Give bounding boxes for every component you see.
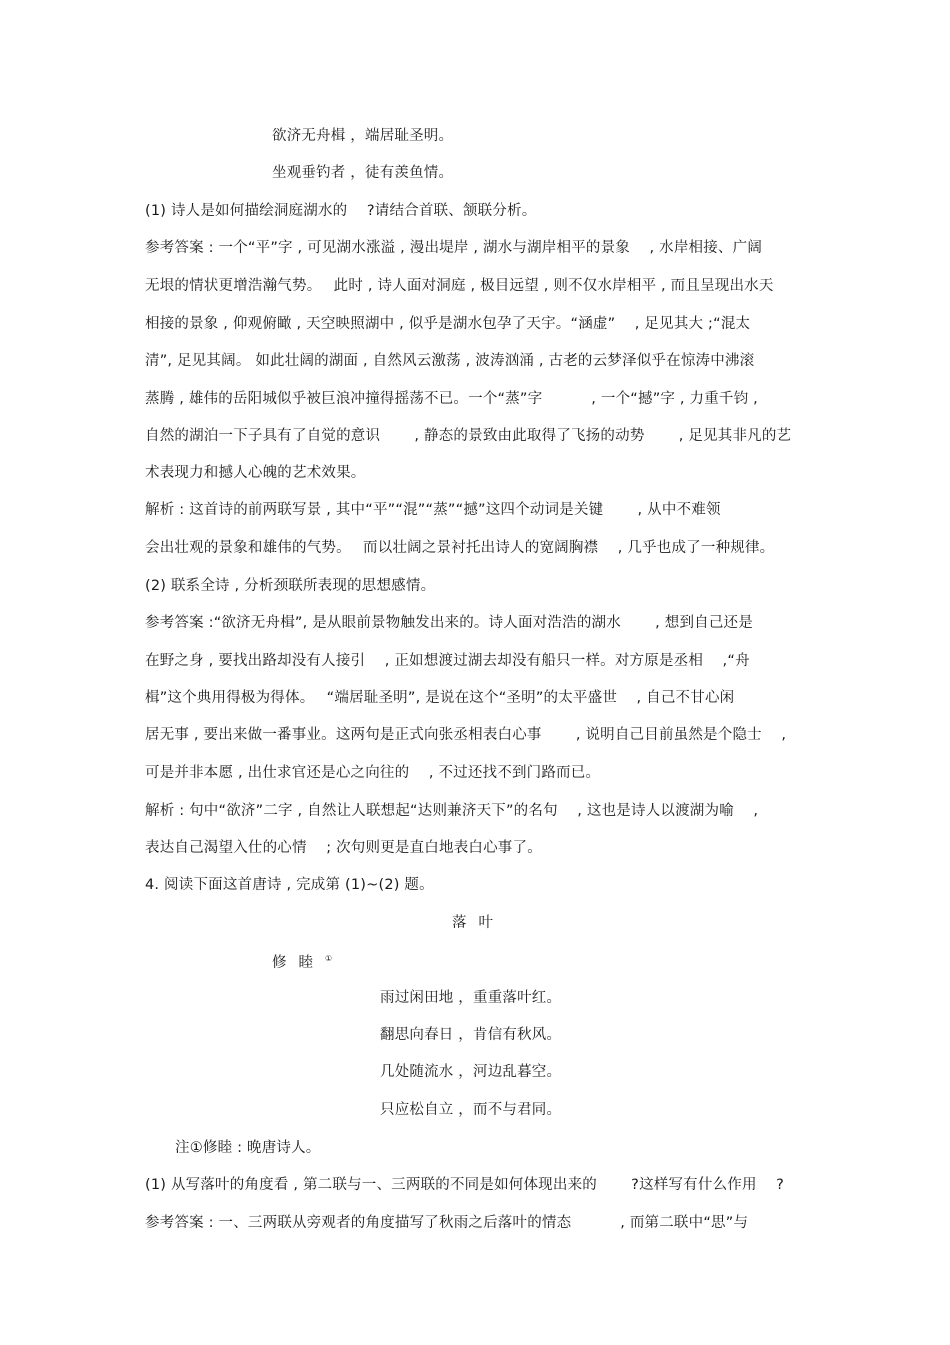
poem-title: 落叶 (452, 915, 505, 931)
answer-line: 清”, 足见其阔。 如此壮阔的湖面 , 自然风云激荡 , 波涛汹涌 , 古老的云梦泽似乎在惊涛中沸滚 (145, 353, 755, 369)
poem-line-1: 欲济无舟楫 ，端居耻圣明。 (272, 128, 454, 144)
answer-line: 蒸腾 , 雄伟的岳阳城似乎被巨浪冲撞得摇荡不已。一个“蒸”字 , 一个“撼”字 , 力重千钧 , (145, 391, 758, 407)
author-name: 修睦 (272, 955, 325, 971)
answer-line: 参考答案 : 一个“平”字 , 可见湖水涨溢 , 漫出堤岸 , 湖水与湖岸相平的景象 , 水岸相接、广阔 (145, 240, 763, 256)
answer-line: 居无事 , 要出来做一番事业。这两句是正式向张丞相表白心事 , 说明自己目前虽然是个隐士 , (145, 727, 787, 743)
question-4-heading: 4. 阅读下面这首唐诗 , 完成第 (1)~(2) 题。 (145, 877, 434, 893)
answer-line: 术表现力和撼人心魄的艺术效果。 (145, 465, 366, 481)
poem-line-4: 只应松自立 ，而不与君同。 (380, 1102, 562, 1118)
footnote-marker: ① (325, 954, 333, 963)
analysis-line: 解析 : 句中“欲济”二字 , 自然让人联想起“达则兼济天下”的名句 , 这也是诗人以渡湖为喻 , (145, 803, 759, 819)
question-1: (1) 诗人是如何描绘洞庭湖水的 ?请结合首联、颔联分析。 (145, 203, 537, 219)
poem-line-1: 雨过闲田地 ，重重落叶红。 (380, 990, 562, 1006)
answer-line: 在野之身 , 要找出路却没有人接引 , 正如想渡过湖去却没有船只一样。对方原是丞相 ,“舟 (145, 653, 750, 669)
answer-line: 自然的湖泊一下子具有了自觉的意识 , 静态的景致由此取得了飞扬的动势 , 足见其非凡的艺 (145, 428, 792, 444)
answer-line: 楫”这个典用得极为得体。 “端居耻圣明”, 是说在这个“圣明”的太平盛世 , 自己不甘心闲 (145, 690, 735, 706)
poem-line-2: 翻思向春日 ，肯信有秋风。 (380, 1027, 562, 1043)
poem-author (272, 949, 332, 973)
answer-line: 可是并非本愿 , 出仕求官还是心之向往的 , 不过还找不到门路而已。 (145, 765, 601, 781)
answer-line: 无垠的情状更增浩瀚气势。 此时 , 诗人面对洞庭 , 极目远望 , 则不仅水岸相平 , 而且呈现出水天 (145, 278, 774, 294)
analysis-line: 解析 : 这首诗的前两联写景 , 其中“平”“混”“蒸”“撼”这四个动词是关键 , 从中不难领 (145, 502, 721, 518)
question-2: (2) 联系全诗 , 分析颈联所表现的思想感情。 (145, 578, 436, 594)
answer-line: 相接的景象 , 仰观俯瞰 , 天空映照湖中 , 似乎是湖水包孕了天宇。“涵虚” , 足见其大 ;“混太 (145, 316, 751, 332)
poem-line-3: 几处随流水 ，河边乱暮空。 (380, 1064, 562, 1080)
answer-line: 参考答案 :“欲济无舟楫”, 是从眼前景物触发出来的。诗人面对浩浩的湖水 , 想到自己还是 (145, 615, 753, 631)
analysis-line: 表达自己渴望入仕的心情 ; 次句则更是直白地表白心事了。 (145, 840, 542, 856)
analysis-line: 会出壮观的景象和雄伟的气势。 而以壮阔之景衬托出诗人的宽阔胸襟 , 几乎也成了一种规律。 (145, 540, 775, 556)
footnote: 注①修睦 : 晚唐诗人。 (175, 1140, 321, 1156)
question-4-1: (1) 从写落叶的角度看 , 第二联与一、三两联的不同是如何体现出来的 ?这样写有什么作用 ? (145, 1177, 785, 1193)
poem-line-2: 坐观垂钓者 ，徒有羡鱼情。 (272, 165, 454, 181)
answer-line: 参考答案 : 一、三两联从旁观者的角度描写了秋雨之后落叶的情态 , 而第二联中“思”与 (145, 1215, 749, 1231)
